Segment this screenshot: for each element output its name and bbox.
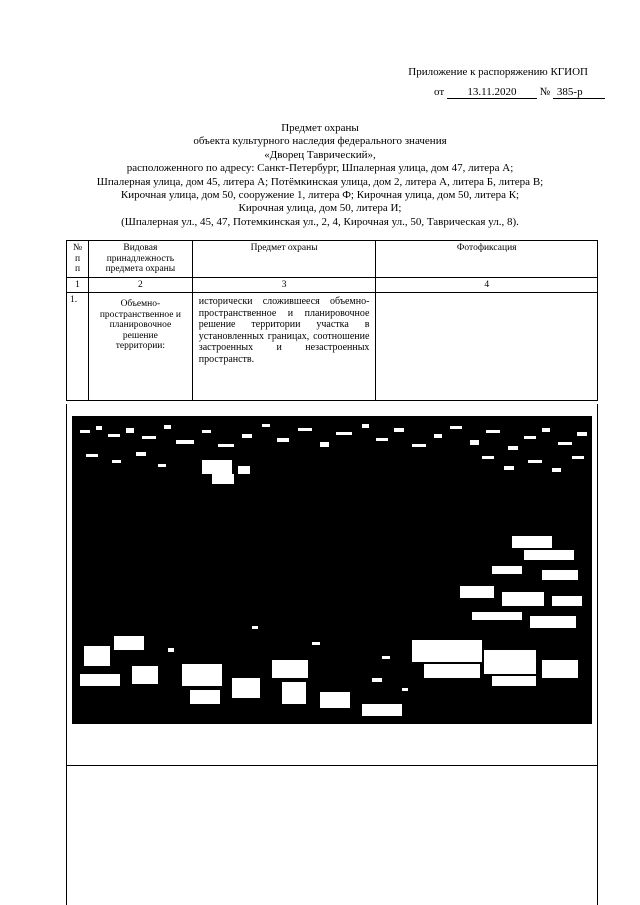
row-subject: исторически сложившееся объемно-пространственное и планировочное решение территории участка в установленных границах, соотношение застроенных и незастроенных пространств. — [193, 293, 377, 401]
column-number: 1 — [67, 278, 89, 294]
order-reference — [434, 86, 605, 99]
heading-line: объекта культурного наследия федерального значения — [193, 135, 447, 148]
heading-line: Кирочная улица, дом 50, литера И; — [238, 202, 402, 215]
column-number: 2 — [89, 278, 193, 294]
table-header-row — [66, 240, 598, 278]
table-continuation — [66, 766, 598, 905]
heading-line: расположенного по адресу: Санкт-Петербург, Шпалерная улица, дом 47, литера А; — [126, 162, 514, 175]
row-kind: Объемно- пространственное и планировочное решение территории: — [89, 293, 193, 401]
heading-line: Предмет охраны — [281, 122, 359, 134]
table-number-row — [66, 278, 598, 294]
protection-table — [66, 240, 598, 401]
column-number: 4 — [376, 278, 598, 294]
heading-line: «Дворец Таврический», — [264, 148, 376, 161]
appendix-title: Приложение к распоряжению КГИОП — [408, 66, 588, 78]
aerial-photo — [72, 416, 592, 724]
row-number: 1. — [67, 293, 89, 401]
from-label: от — [434, 86, 445, 98]
order-number: 385-р — [553, 86, 605, 99]
table-row — [66, 293, 598, 401]
row-photo-cell — [376, 293, 598, 401]
header-subject: Предмет охраны — [193, 240, 377, 278]
order-date: 13.11.2020 — [447, 86, 537, 99]
number-label: № — [539, 86, 551, 98]
photo-fixation-area — [66, 404, 598, 766]
header-kind: Видовая принадлежность предмета охраны — [89, 240, 193, 278]
column-number: 3 — [193, 278, 377, 294]
aerial-photo-icon — [72, 416, 592, 724]
document-heading — [60, 122, 580, 229]
heading-line: (Шпалерная ул., 45, 47, Потемкинская ул., 2, 4, Кирочная ул., 50, Таврическая ул., 8). — [121, 215, 519, 228]
header-photo: Фотофиксация — [376, 240, 598, 278]
heading-line: Кирочная улица, дом 50, сооружение 1, литера Ф; Кирочная улица, дом 50, литера К; — [120, 189, 520, 202]
header-number: № п п — [67, 240, 89, 278]
heading-line: Шпалерная улица, дом 45, литера А; Потёмкинская улица, дом 2, литера А, литера Б, литера В; — [96, 175, 544, 188]
